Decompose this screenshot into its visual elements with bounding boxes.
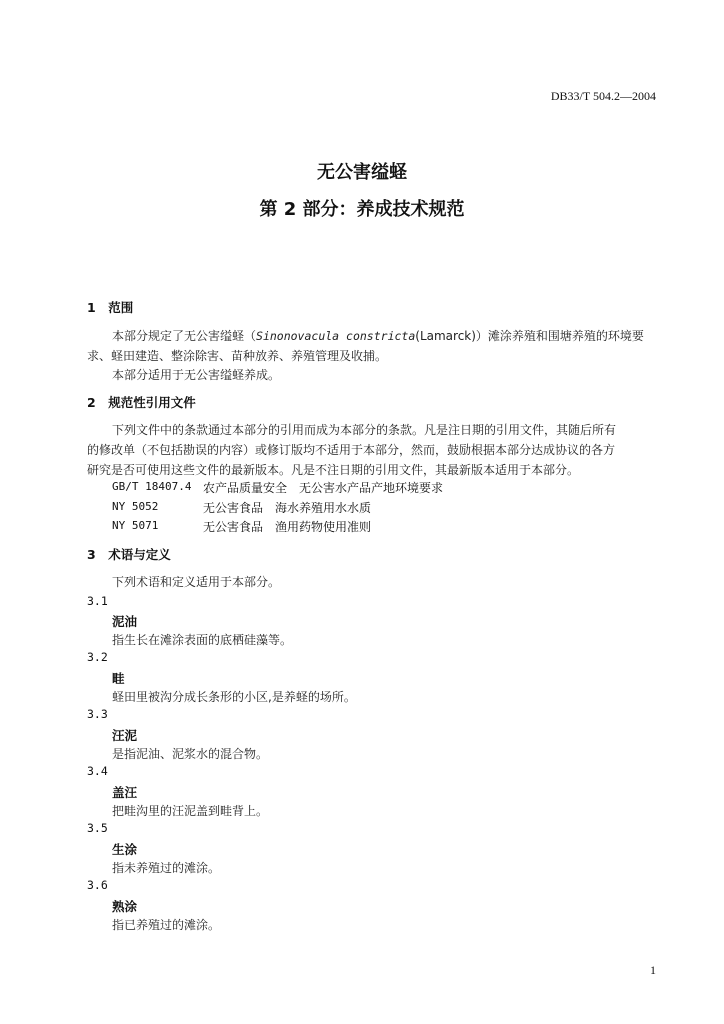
- term-definition: 蛏田里被沟分成长条形的小区,是养蛏的场所。: [112, 690, 356, 704]
- reference-title: 无公害食品 渔用药物使用准则: [203, 520, 372, 534]
- reference-code: NY 5052: [112, 500, 159, 513]
- term-name: 生涂: [112, 842, 138, 857]
- reference-code: GB/T 18407.4: [112, 480, 192, 493]
- reference-title: 无公害食品 海水养殖用水水质: [203, 501, 372, 515]
- term-definition: 把畦沟里的汪泥盖到畦背上。: [112, 804, 269, 818]
- references-paragraph-line1: 下列文件中的条款通过本部分的引用而成为本部分的条款。凡是注日期的引用文件，其随后所有: [112, 423, 617, 437]
- scope-paragraph-line1: [112, 327, 644, 344]
- reference-title: 农产品质量安全 无公害水产品产地环境要求: [203, 481, 444, 495]
- section-heading-references: 2 规范性引用文件: [87, 395, 196, 410]
- scope-paragraph-line2: 求、蛏田建造、整涂除害、苗种放养、养殖管理及收捕。: [87, 349, 388, 363]
- term-name: 畦: [112, 671, 125, 686]
- term-number: 3.6: [87, 878, 108, 892]
- section-heading-scope: 1 范围: [87, 300, 134, 315]
- terms-intro: 下列术语和定义适用于本部分。: [112, 575, 281, 589]
- term-definition: 指已养殖过的滩涂。: [112, 918, 221, 932]
- document-subtitle: 第 2 部分：养成技术规范: [259, 199, 465, 220]
- term-number: 3.4: [87, 764, 108, 778]
- scope-text-a: 本部分规定了无公害缢蛏（: [112, 329, 257, 343]
- term-name: 泥油: [112, 614, 138, 629]
- term-name: 熟涂: [112, 899, 138, 914]
- term-definition: 指未养殖过的滩涂。: [112, 861, 221, 875]
- term-number: 3.5: [87, 821, 108, 835]
- term-definition: 是指泥油、泥浆水的混合物。: [112, 747, 269, 761]
- term-number: 3.1: [87, 594, 108, 608]
- document-title: 无公害缢蛏: [317, 162, 407, 183]
- scope-applicability: 本部分适用于无公害缢蛏养成。: [112, 368, 281, 382]
- term-number: 3.2: [87, 650, 108, 664]
- term-definition: 指生长在滩涂表面的底栖硅藻等。: [112, 633, 293, 647]
- page-number: 1: [650, 963, 656, 977]
- term-name: 汪泥: [112, 728, 138, 743]
- section-heading-terms: 3 术语与定义: [87, 547, 171, 562]
- standard-code: DB33/T 504.2—2004: [550, 89, 656, 103]
- reference-code: NY 5071: [112, 519, 159, 532]
- term-name: 盖汪: [112, 785, 138, 800]
- references-paragraph-line2: 的修改单（不包括勘误的内容）或修订版均不适用于本部分，然而，鼓励根据本部分达成协议的各方: [87, 443, 616, 457]
- scope-latin-name: Sinonovacula constricta: [256, 329, 416, 343]
- scope-text-b: (Lamarck)）滩涂养殖和围塘养殖的环境要: [415, 329, 644, 343]
- term-number: 3.3: [87, 707, 108, 721]
- references-paragraph-line3: 研究是否可使用这些文件的最新版本。凡是不注日期的引用文件，其最新版本适用于本部分。: [87, 463, 580, 477]
